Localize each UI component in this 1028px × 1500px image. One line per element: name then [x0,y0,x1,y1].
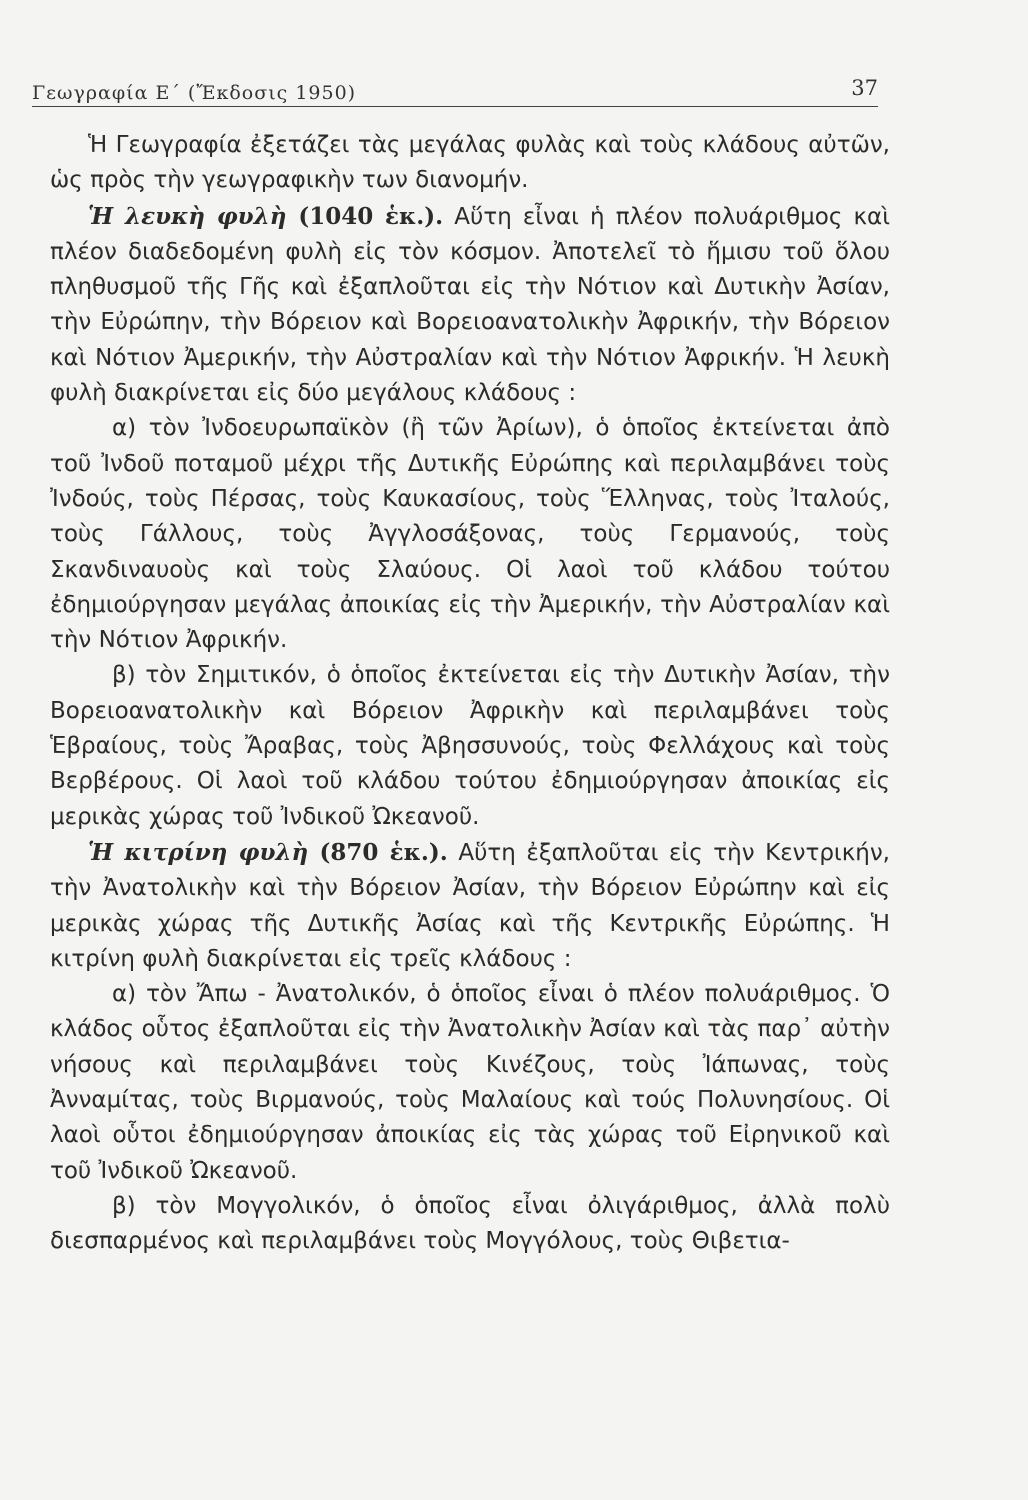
paragraph-mongolian: β) τὸν Μογγολικόν, ὁ ὁποῖος εἶναι ὀλιγάριθμος, ἀλλὰ πολὺ διεσπαρμένος καὶ περιλαμβάνει τοὺς Μογγόλους, τοὺς Θιβετια- [50,1192,890,1255]
paragraph-far-eastern: α) τὸν Ἄπω - Ἀνατολικόν, ὁ ὁποῖος εἶναι ὁ πλέον πολυάριθμος. Ὁ κλάδος οὗτος ἐξαπλοῦται εἰς τὴν Ἀνατολικὴν Ἀσίαν καὶ τὰς παρ᾽ αὐτὴν νήσους καὶ περιλαμβάνει τοὺς Κινέζους, τοὺς Ἰάπωνας, τοὺς Ἀνναμίτας, τοὺς Βιρμανούς, τοὺς Μαλαίους καὶ τούς Πολυνησίους. Οἱ λαοὶ οὗτοι ἐδημιούργησαν ἀποικίας εἰς τὰς χώρας τοῦ Εἰρηνικοῦ καὶ τοῦ Ἰνδικοῦ Ὠκεανοῦ. [50,981,890,1184]
paragraph-indo-european: α) τὸν Ἰνδοευρωπαϊκὸν (ἢ τῶν Ἀρίων), ὁ ὁποῖος ἐκτείνεται ἀπὸ τοῦ Ἰνδοῦ ποταμοῦ μέχρι τῆς Δυτικῆς Εὐρώπης καὶ περιλαμβάνει τοὺς Ἰνδούς, τοὺς Πέρσας, τοὺς Καυκασίους, τοὺς Ἕλληνας, τοὺς Ἰταλούς, τοὺς Γάλλους, τοὺς Ἀγγλοσάξονας, τοὺς Γερμανούς, τοὺς Σκανδιναυοὺς καὶ τοὺς Σλαύους. Οἱ λαοὶ τοῦ κλάδου τούτου ἐδημιούργησαν μεγάλας ἀποικίας εἰς τὴν Ἀμερικήν, τὴν Αὐστραλίαν καὶ τὴν Νότιον Ἀφρικήν. [50,415,890,654]
body-text [50,128,890,1260]
paragraph-intro: Ἡ Γεωγραφία ἐξετάζει τὰς μεγάλας φυλὰς καὶ τοὺς κλάδους αὐτῶν, ὡς πρὸς τὴν γεωγραφικὴν των διανομήν. [50,132,890,194]
section-count-white-race: (1040 ἑκ.). [286,202,444,230]
page-header [32,76,878,107]
page-number: 37 [851,76,878,100]
paragraph-semitic: β) τὸν Σημιτικόν, ὁ ὁποῖος ἐκτείνεται εἰς τὴν Δυτικὴν Ἀσίαν, τὴν Βορειοανατολικὴν καὶ Βόρειον Ἀφρικὴν καὶ περιλαμβάνει τοὺς Ἑβραίους, τοὺς Ἄραβας, τοὺς Ἀβησσυνούς, τοὺς Φελλάχους καὶ τοὺς Βερβέρους. Οἱ λαοὶ τοῦ κλάδου τούτου ἐδημιούργησαν ἀποικίας εἰς μερικὰς χώρας τοῦ Ἰνδικοῦ Ὠκεανοῦ. [50,662,890,830]
paragraph-yellow-race: Ἡ κιτρίνη φυλὴ (870 ἑκ.). Αὕτη ἐξαπλοῦται εἰς τὴν Κεντρικήν, τὴν Ἀνατολικὴν καὶ τὴν Βόρειον Ἀσίαν, τὴν Βόρειον Εὐρώπην καὶ εἰς μερικὰς χώρας τῆς Δυτικῆς Ἀσίας καὶ τῆς Κεντρικῆς Εὐρώπης. Ἡ κιτρίνη φυλὴ διακρίνεται εἰς τρεῖς κλάδους : [50,838,890,972]
section-count-yellow-race: (870 ἑκ.). [308,838,448,866]
paragraph-white-race: Ἡ λευκὴ φυλὴ (1040 ἑκ.). Αὕτη εἶναι ἡ πλέον πολυάριθμος καὶ πλέον διαδεδομένη φυλὴ εἰς τὸν κόσμον. Ἀποτελεῖ τὸ ἥμισυ τοῦ ὅλου πληθυσμοῦ τῆς Γῆς καὶ ἐξαπλοῦται εἰς τὴν Νότιον καὶ Δυτικὴν Ἀσίαν, τὴν Εὐρώπην, τὴν Βόρειον καὶ Βορειοανατολικὴν Ἀφρικήν, τὴν Βόρειον καὶ Νότιον Ἀμερικήν, τὴν Αὐστραλίαν καὶ τὴν Νότιον Ἀφρικήν. Ἡ λευκὴ φυλὴ διακρίνεται εἰς δύο μεγάλους κλάδους : [50,202,891,407]
section-heading-yellow-race: Ἡ κιτρίνη φυλὴ [88,838,309,866]
running-title: Γεωγραφία Ε΄ (Ἔκδοσις 1950) [32,82,357,104]
section-heading-white-race: Ἡ λευκὴ φυλὴ [88,202,287,230]
